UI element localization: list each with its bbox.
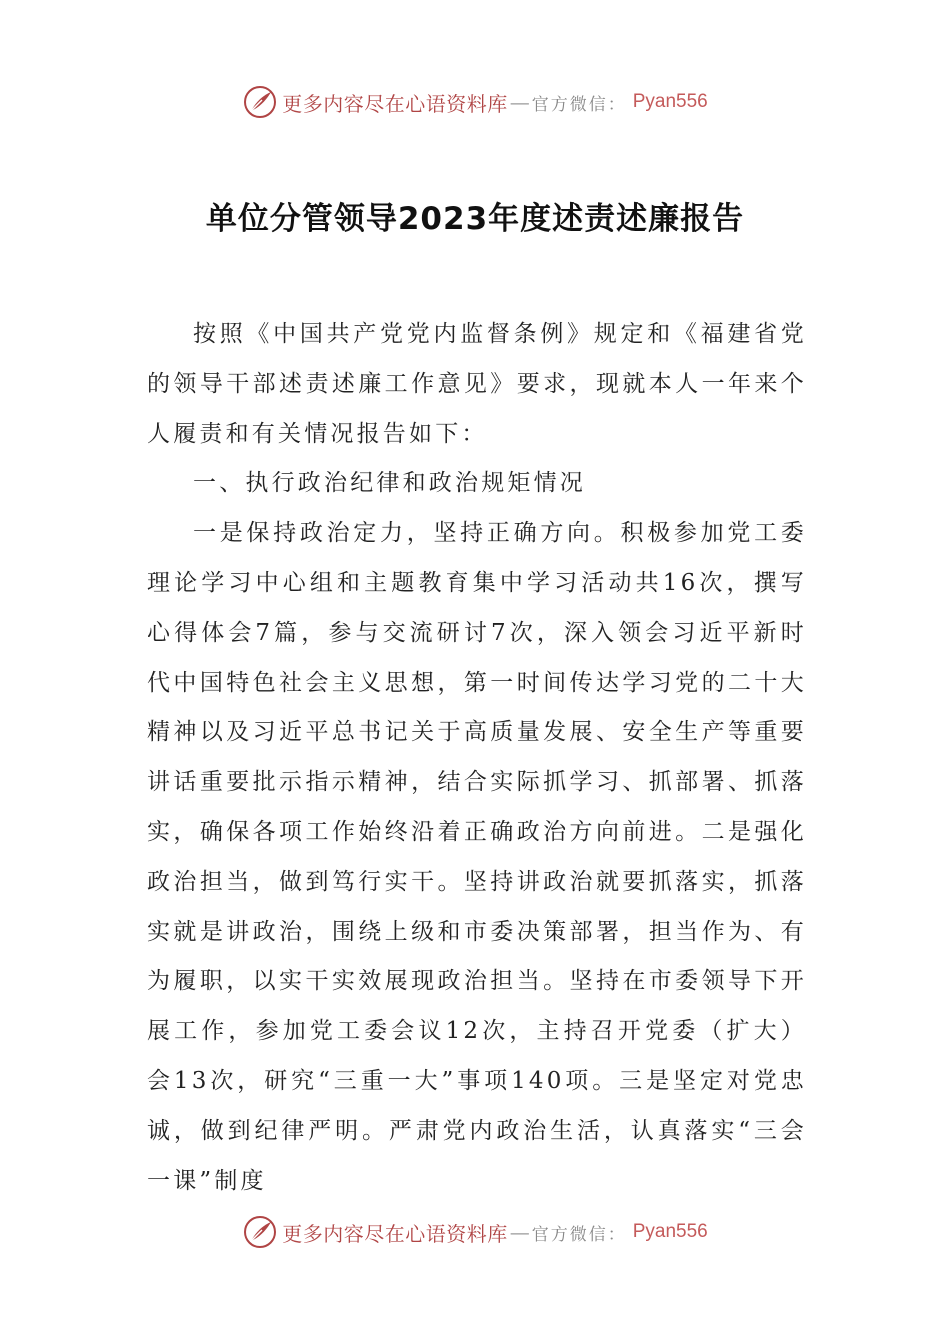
- paragraph-intro: 按照《中国共产党党内监督条例》规定和《福建省党的领导干部述责述廉工作意见》要求，现就本人一年来个人履责和有关情况报告如下：: [147, 321, 807, 447]
- document-title: 单位分管领导2023年度述责述廉报告: [205, 200, 745, 237]
- watermark-header: [0, 82, 950, 122]
- section-heading-1: 一、执行政治纪律和政治规矩情况: [193, 470, 586, 497]
- feather-pen-logo-icon: [242, 1214, 278, 1250]
- watermark-separator: —: [509, 1220, 530, 1244]
- feather-pen-logo-icon: [242, 84, 278, 120]
- watermark-brand-text: 更多内容尽在心语资料库: [282, 1221, 508, 1246]
- watermark-brand-text: 更多内容尽在心语资料库: [282, 91, 508, 116]
- watermark-footer: [0, 1212, 950, 1252]
- watermark-wechat-id: Pyan556: [632, 91, 708, 112]
- document-body: [147, 310, 807, 1206]
- watermark-wechat-id: Pyan556: [632, 1221, 708, 1242]
- watermark-official-label: 官方微信：: [531, 1224, 627, 1245]
- watermark-separator: —: [509, 90, 530, 114]
- paragraph-section-1-body: 一是保持政治定力，坚持正确方向。积极参加党工委理论学习中心组和主题教育集中学习活动共16次，撰写心得体会7篇，参与交流研讨7次，深入领会习近平新时代中国特色社会主义思想，第一时间传达学习党的二十大精神以及习近平总书记关于高质量发展、安全生产等重要讲话重要批示指示精神，结合实际抓学习、抓部署、抓落实，确保各项工作始终沿着正确政治方向前进。二是强化政治担当，做到笃行实干。坚持讲政治就要抓落实，抓落实就是讲政治，围绕上级和市委决策部署，担当作为、有为履职，以实干实效展现政治担当。坚持在市委领导下开展工作，参加党工委会议12次，主持召开党委（扩大）会13次，研究“三重一大”事项140项。三是坚定对党忠诚，做到纪律严明。严肃党内政治生活，认真落实“三会一课”制度: [147, 520, 807, 1194]
- watermark-official-label: 官方微信：: [531, 94, 627, 115]
